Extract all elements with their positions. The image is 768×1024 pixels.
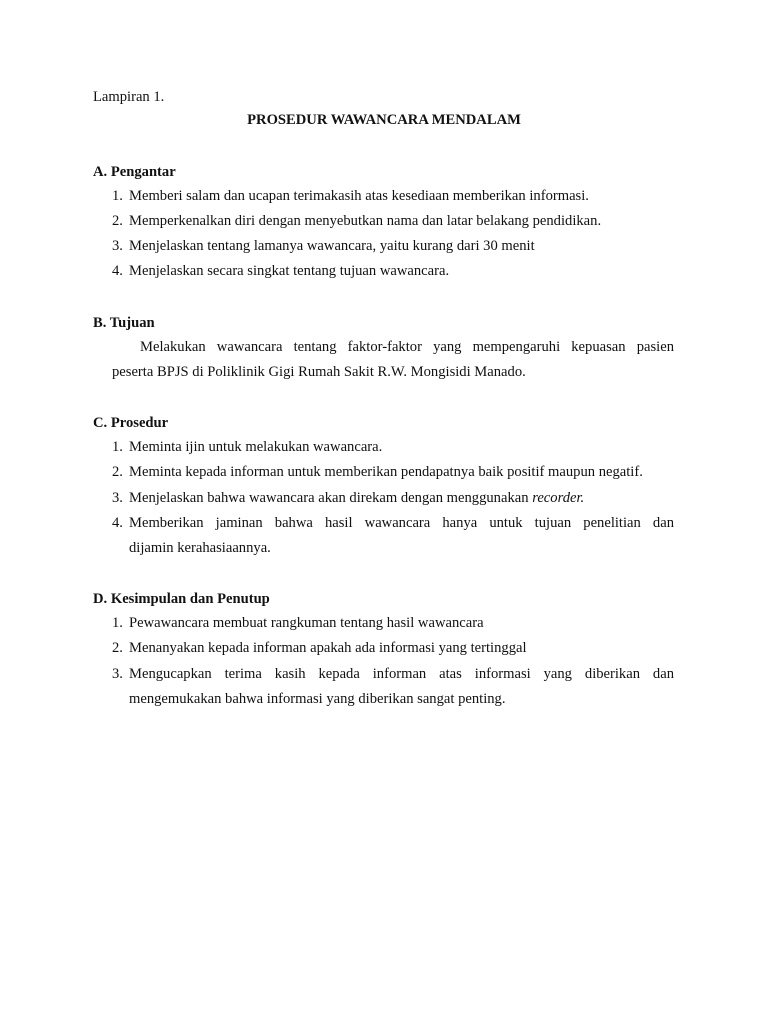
item-number: 3. — [112, 666, 123, 682]
item-text: Menjelaskan tentang lamanya wawancara, yaitu kurang dari 30 menit — [129, 238, 535, 254]
item-number: 3. — [112, 490, 123, 506]
item-text — [129, 490, 584, 507]
item-text-italic: recorder. — [532, 490, 585, 506]
item-number: 1. — [112, 439, 123, 455]
item-number: 1. — [112, 615, 123, 631]
section-a-heading: A. Pengantar — [93, 164, 176, 180]
section-d-heading: D. Kesimpulan dan Penutup — [93, 591, 270, 607]
item-text: Menjelaskan secara singkat tentang tujuan wawancara. — [129, 263, 450, 279]
item-text: Mengucapkan terima kasih kepada informan atas informasi yang diberikan dan — [129, 666, 674, 682]
item-text: Memperkenalkan diri dengan menyebutkan nama dan latar belakang pendidikan. — [129, 213, 602, 229]
item-text-continued: dijamin kerahasiaannya. — [129, 540, 271, 556]
document-title: PROSEDUR WAWANCARA MENDALAM — [247, 112, 521, 128]
item-text: Memberikan jaminan bahwa hasil wawancara hanya untuk tujuan penelitian dan — [129, 515, 674, 531]
item-text-main: Menjelaskan bahwa wawancara akan direkam dengan menggunakan — [129, 490, 533, 506]
item-text: Menanyakan kepada informan apakah ada informasi yang tertinggal — [129, 640, 527, 656]
item-text: Meminta ijin untuk melakukan wawancara. — [129, 439, 383, 455]
objective-paragraph-line-1: Melakukan wawancara tentang faktor-faktor yang mempengaruhi kepuasan pasien — [140, 339, 674, 355]
item-text: Meminta kepada informan untuk memberikan pendapatnya baik positif maupun negatif. — [129, 464, 643, 480]
objective-paragraph-line-2: peserta BPJS di Poliklinik Gigi Rumah Sakit R.W. Mongisidi Manado. — [112, 364, 526, 380]
attachment-label: Lampiran 1. — [93, 89, 165, 105]
item-number: 4. — [112, 515, 123, 531]
item-text: Pewawancara membuat rangkuman tentang hasil wawancara — [129, 615, 484, 631]
item-text: Memberi salam dan ucapan terimakasih atas kesediaan memberikan informasi. — [129, 188, 589, 204]
item-number: 4. — [112, 263, 123, 279]
item-number: 2. — [112, 213, 123, 229]
item-number: 2. — [112, 464, 123, 480]
section-b-heading: B. Tujuan — [93, 315, 155, 331]
item-text-continued: mengemukakan bahwa informasi yang diberikan sangat penting. — [129, 691, 506, 707]
item-number: 2. — [112, 640, 123, 656]
item-number: 1. — [112, 188, 123, 204]
item-number: 3. — [112, 238, 123, 254]
section-c-heading: C. Prosedur — [93, 415, 169, 431]
